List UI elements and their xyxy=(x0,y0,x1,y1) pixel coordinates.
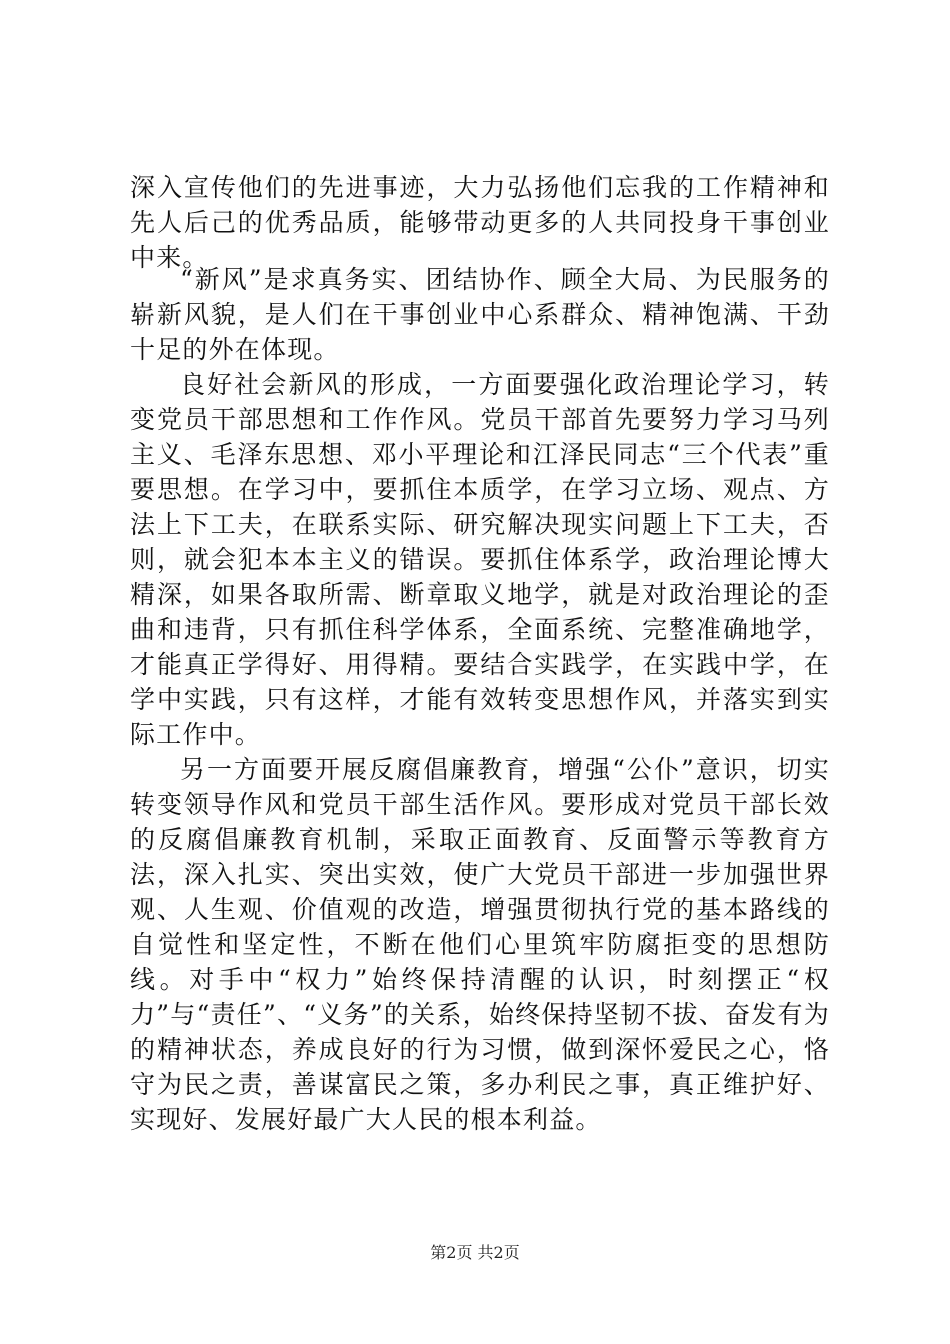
text-block-continuation xyxy=(130,170,830,275)
paragraph-new-style: “新风”是求真务实、团结协作、顾全大局、为民服务的崭新风貌，是人们在干事创业中心系群众、精神饱满、干劲十足的外在体现。 xyxy=(130,265,830,364)
paragraph-continuation: 深入宣传他们的先进事迹，大力弘扬他们忘我的工作精神和先人后己的优秀品质，能够带动更多的人共同投身干事创业中来。 xyxy=(130,173,830,272)
page-number-footer: 第2页 共2页 xyxy=(430,1243,520,1262)
paragraph-anti-corruption: 另一方面要开展反腐倡廉教育，增强“公仆”意识，切实转变领导作风和党员干部生活作风。要形成对党员干部长效的反腐倡廉教育机制，采取正面教育、反面警示等教育方法，深入扎实、突出实效，使广大党员干部进一步加强世界观、人生观、价值观的改造，增强贯彻执行党的基本路线的自觉性和坚定性，不断在他们心里筑牢防腐拒变的思想防线。对手中“权力”始终保持清醒的认识，时刻摆正“权力”与“责任”、“义务”的关系，始终保持坚韧不拔、奋发有为的精神状态，养成良好的行为习惯，做到深怀爱民之心，恪守为民之责，善谋富民之策，多办利民之事，真正维护好、实现好、发展好最广大人民的根本利益。 xyxy=(130,755,830,1134)
text-block-main xyxy=(130,262,830,1137)
paragraph-theory-study: 良好社会新风的形成，一方面要强化政治理论学习，转变党员干部思想和工作作风。党员干部首先要努力学习马列主义、毛泽东思想、邓小平理论和江泽民同志“三个代表”重要思想。在学习中，要抓住本质学，在学习立场、观点、方法上下工夫，在联系实际、研究解决现实问题上下工夫，否则，就会犯本本主义的错误。要抓住体系学，政治理论博大精深，如果各取所需、断章取义地学，就是对政治理论的歪曲和违背，只有抓住科学体系，全面系统、完整准确地学，才能真正学得好、用得精。要结合实践学，在实践中学，在学中实践，只有这样，才能有效转变思想作风，并落实到实际工作中。 xyxy=(130,370,830,749)
